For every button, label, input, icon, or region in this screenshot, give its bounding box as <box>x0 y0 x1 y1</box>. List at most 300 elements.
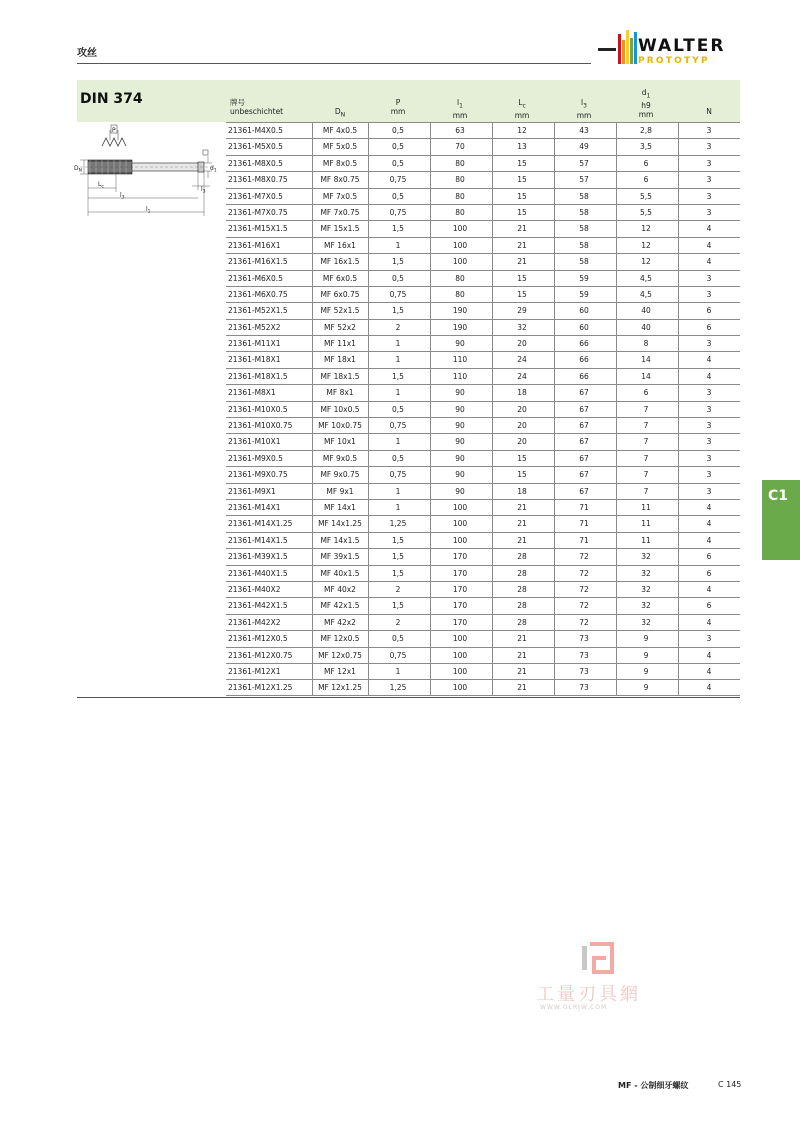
cell-pitch: 2 <box>395 584 401 594</box>
cell-thread-length: 21 <box>517 240 527 250</box>
cell-thread-length: 21 <box>517 666 527 676</box>
cell-shank-diameter: 7 <box>643 486 649 496</box>
cell-pitch: 2 <box>395 617 401 627</box>
cell-thread-length: 15 <box>517 470 527 480</box>
table-row <box>226 647 740 663</box>
header-d1-unit: mm <box>638 109 654 119</box>
table-row <box>226 368 740 384</box>
table-row <box>226 237 740 253</box>
cell-thread-size: MF 6x0.75 <box>320 289 360 299</box>
cell-shank-diameter: 7 <box>643 453 649 463</box>
cell-shank-diameter: 9 <box>643 634 649 644</box>
cell-pitch: 0,75 <box>389 470 407 480</box>
cell-shank-diameter: 7 <box>643 421 649 431</box>
cell-total-length: 100 <box>452 240 468 250</box>
cell-pitch: 2 <box>395 322 401 332</box>
cell-neck-length: 73 <box>579 683 589 693</box>
drawing-label-d1-sub: 1 <box>213 168 217 174</box>
drawing-label-l3-sub: 3 <box>121 195 125 201</box>
cell-neck-length: 59 <box>579 289 589 299</box>
cell-thread-size: MF 18x1.5 <box>320 371 360 381</box>
cell-article-no: 21361-M8X0.75 <box>228 175 288 185</box>
header-d1-sub: 1 <box>646 92 651 100</box>
cell-pitch: 0,5 <box>392 126 404 135</box>
drawing-label-l1-main: l <box>146 206 148 213</box>
cell-thread-length: 20 <box>517 404 527 414</box>
cell-total-length: 70 <box>455 142 465 152</box>
drawing-label-l3r-sub: 3 <box>202 189 206 195</box>
cell-article-no: 21361-M15X1.5 <box>228 224 288 234</box>
cell-neck-length: 58 <box>579 257 589 267</box>
cell-neck-length: 72 <box>579 568 589 578</box>
cell-thread-length: 15 <box>517 273 527 283</box>
cell-thread-size: MF 4x0.5 <box>322 126 358 135</box>
cell-neck-length: 71 <box>579 502 589 512</box>
header-article <box>230 98 310 116</box>
cell-pitch: 1 <box>395 437 401 447</box>
cell-thread-size: MF 14x1 <box>324 502 356 512</box>
cell-flute-count: 4 <box>706 617 712 627</box>
cell-pitch: 0,5 <box>392 453 404 463</box>
cell-thread-size: MF 18x1 <box>324 355 356 365</box>
table-row <box>226 138 740 154</box>
table-row <box>226 663 740 679</box>
cell-pitch: 0,75 <box>389 175 407 185</box>
cell-shank-diameter: 9 <box>643 650 649 660</box>
cell-flute-count: 3 <box>706 339 712 349</box>
cell-flute-count: 4 <box>706 224 712 234</box>
table-row <box>226 351 740 367</box>
logo-line <box>598 48 616 51</box>
table-row <box>226 401 740 417</box>
cell-shank-diameter: 7 <box>643 437 649 447</box>
cell-pitch: 1,5 <box>392 306 404 316</box>
cell-shank-diameter: 11 <box>641 535 651 545</box>
cell-neck-length: 58 <box>579 207 589 217</box>
table-row <box>226 581 740 597</box>
header-n-label: N <box>706 107 712 116</box>
cell-total-length: 110 <box>452 371 468 381</box>
cell-pitch: 0,75 <box>389 650 407 660</box>
header-lc-sub: c <box>522 102 526 110</box>
cell-total-length: 90 <box>455 421 465 431</box>
cell-shank-diameter: 8 <box>643 339 649 349</box>
cell-pitch: 0,5 <box>392 158 404 168</box>
cell-thread-size: MF 40x1.5 <box>320 568 360 578</box>
cell-thread-size: MF 16x1 <box>324 240 356 250</box>
cell-thread-size: MF 12x0.75 <box>318 650 362 660</box>
cell-pitch: 1 <box>395 486 401 496</box>
cell-total-length: 170 <box>452 601 468 611</box>
cell-neck-length: 67 <box>579 404 589 414</box>
cell-article-no: 21361-M16X1 <box>228 240 281 250</box>
cell-neck-length: 60 <box>579 306 589 316</box>
cell-total-length: 80 <box>455 175 465 185</box>
cell-flute-count: 3 <box>706 158 712 168</box>
cell-flute-count: 6 <box>706 552 712 562</box>
tap-data-table <box>226 122 740 696</box>
drawing-label-l1-sub: 1 <box>147 209 151 215</box>
cell-thread-length: 13 <box>517 142 527 152</box>
table-row <box>226 188 740 204</box>
cell-thread-length: 29 <box>517 306 527 316</box>
cell-thread-size: MF 12x0.5 <box>320 634 360 644</box>
cell-thread-size: MF 40x2 <box>324 584 356 594</box>
footer-title: MF - 公制细牙螺纹 <box>618 1081 689 1090</box>
cell-shank-diameter: 9 <box>643 666 649 676</box>
cell-thread-size: MF 14x1.25 <box>318 519 362 529</box>
cell-total-length: 100 <box>452 502 468 512</box>
drawing-label-l3-right <box>201 186 206 195</box>
cell-thread-size: MF 15x1.5 <box>320 224 360 234</box>
logo-bar-orange <box>622 40 625 64</box>
header-dn <box>312 107 368 120</box>
table-row <box>226 597 740 613</box>
cell-thread-size: MF 39x1.5 <box>320 552 360 562</box>
cell-total-length: 170 <box>452 552 468 562</box>
cell-shank-diameter: 11 <box>641 519 651 529</box>
cell-flute-count: 3 <box>706 453 712 463</box>
cell-neck-length: 58 <box>579 240 589 250</box>
watermark <box>536 940 676 1020</box>
table-row <box>226 630 740 646</box>
drawing-label-dn <box>74 165 82 174</box>
header-l1-unit: mm <box>452 110 468 120</box>
cell-flute-count: 4 <box>706 240 712 250</box>
cell-article-no: 21361-M52X2 <box>228 322 281 332</box>
cell-article-no: 21361-M16X1.5 <box>228 257 288 267</box>
cell-total-length: 90 <box>455 470 465 480</box>
cell-pitch: 1 <box>395 666 401 676</box>
tap-drawing <box>72 120 222 220</box>
cell-flute-count: 3 <box>706 388 712 398</box>
cell-shank-diameter: 5,5 <box>640 191 652 201</box>
header-lc-label: L <box>518 98 523 107</box>
cell-total-length: 63 <box>455 126 465 135</box>
cell-thread-length: 15 <box>517 175 527 185</box>
cell-total-length: 100 <box>452 634 468 644</box>
cell-flute-count: 3 <box>706 175 712 185</box>
cell-pitch: 0,5 <box>392 634 404 644</box>
cell-neck-length: 58 <box>579 224 589 234</box>
cell-thread-length: 21 <box>517 519 527 529</box>
cell-article-no: 21361-M9X0.75 <box>228 470 288 480</box>
cell-pitch: 0,75 <box>389 421 407 431</box>
cell-neck-length: 58 <box>579 191 589 201</box>
cell-thread-length: 21 <box>517 224 527 234</box>
cell-neck-length: 72 <box>579 601 589 611</box>
cell-article-no: 21361-M12X1 <box>228 666 281 676</box>
cell-flute-count: 3 <box>706 142 712 152</box>
cell-article-no: 21361-M9X1 <box>228 486 276 496</box>
cell-shank-diameter: 6 <box>643 175 649 185</box>
cell-thread-length: 15 <box>517 207 527 217</box>
cell-flute-count: 6 <box>706 322 712 332</box>
cell-shank-diameter: 32 <box>641 568 651 578</box>
cell-neck-length: 66 <box>579 355 589 365</box>
table-row <box>226 253 740 269</box>
header-p <box>368 98 428 116</box>
cell-thread-length: 28 <box>517 617 527 627</box>
cell-shank-diameter: 11 <box>641 502 651 512</box>
header-lc <box>492 98 552 120</box>
drawing-label-d1-main: d <box>210 165 214 172</box>
cell-pitch: 1,5 <box>392 224 404 234</box>
cell-shank-diameter: 6 <box>643 388 649 398</box>
cell-pitch: 0,5 <box>392 404 404 414</box>
cell-total-length: 170 <box>452 568 468 578</box>
cell-article-no: 21361-M8X0.5 <box>228 158 283 168</box>
cell-flute-count: 3 <box>706 207 712 217</box>
cell-pitch: 0,5 <box>392 142 404 152</box>
table-row <box>226 532 740 548</box>
cell-neck-length: 67 <box>579 437 589 447</box>
cell-flute-count: 4 <box>706 666 712 676</box>
cell-shank-diameter: 14 <box>641 371 651 381</box>
drawing-label-dn-sub: N <box>78 168 82 174</box>
header-article-de: unbeschichtet <box>230 107 284 116</box>
cell-article-no: 21361-M14X1.5 <box>228 535 288 545</box>
table-row <box>226 433 740 449</box>
cell-flute-count: 4 <box>706 502 712 512</box>
cell-total-length: 100 <box>452 519 468 529</box>
cell-total-length: 90 <box>455 339 465 349</box>
cell-neck-length: 57 <box>579 175 589 185</box>
cell-thread-size: MF 9x0.75 <box>320 470 360 480</box>
thread-profile-detail <box>102 125 126 146</box>
cell-article-no: 21361-M14X1.25 <box>228 519 293 529</box>
cell-flute-count: 3 <box>706 634 712 644</box>
cell-neck-length: 67 <box>579 470 589 480</box>
cell-thread-size: MF 7x0.5 <box>322 191 358 201</box>
cell-neck-length: 67 <box>579 421 589 431</box>
cell-thread-size: MF 8x0.75 <box>320 175 360 185</box>
header-p-label: P <box>395 98 401 107</box>
cell-pitch: 1,5 <box>392 568 404 578</box>
header-dn-sub: N <box>340 111 346 119</box>
cell-thread-size: MF 16x1.5 <box>320 257 360 267</box>
cell-total-length: 190 <box>452 322 468 332</box>
cell-article-no: 21361-M6X0.5 <box>228 273 283 283</box>
cell-article-no: 21361-M39X1.5 <box>228 552 288 562</box>
watermark-logo-icon <box>580 942 616 974</box>
cell-article-no: 21361-M11X1 <box>228 339 281 349</box>
cell-total-length: 190 <box>452 306 468 316</box>
cell-total-length: 100 <box>452 650 468 660</box>
page-number: C 145 <box>718 1080 742 1089</box>
table-row <box>226 335 740 351</box>
cell-neck-length: 73 <box>579 666 589 676</box>
cell-shank-diameter: 7 <box>643 470 649 480</box>
cell-total-length: 90 <box>455 453 465 463</box>
cell-thread-length: 21 <box>517 257 527 267</box>
drawing-label-lc-sub: c <box>101 184 104 190</box>
cell-total-length: 80 <box>455 207 465 217</box>
cell-total-length: 170 <box>452 617 468 627</box>
cell-flute-count: 3 <box>706 470 712 480</box>
drawing-label-l3r-main: l <box>201 186 203 193</box>
cell-pitch: 1,5 <box>392 535 404 545</box>
cell-article-no: 21361-M40X2 <box>228 584 281 594</box>
cell-thread-size: MF 12x1.25 <box>318 683 362 693</box>
cell-total-length: 80 <box>455 158 465 168</box>
cell-shank-diameter: 4,5 <box>640 273 652 283</box>
cell-total-length: 90 <box>455 486 465 496</box>
cell-neck-length: 73 <box>579 634 589 644</box>
header-article-cn: 牌号 <box>230 98 245 107</box>
cell-flute-count: 3 <box>706 289 712 299</box>
cell-article-no: 21361-M12X1.25 <box>228 683 293 693</box>
cell-article-no: 21361-M5X0.5 <box>228 142 283 152</box>
cell-thread-length: 15 <box>517 158 527 168</box>
cell-thread-length: 12 <box>517 126 527 135</box>
header-l1 <box>430 98 490 120</box>
cell-article-no: 21361-M18X1 <box>228 355 281 365</box>
cell-thread-length: 21 <box>517 650 527 660</box>
cell-thread-length: 24 <box>517 371 527 381</box>
logo-bar-red <box>618 34 621 64</box>
logo-bar-green <box>630 38 633 64</box>
cell-thread-size: MF 42x1.5 <box>320 601 360 611</box>
cell-neck-length: 67 <box>579 486 589 496</box>
cell-thread-length: 20 <box>517 437 527 447</box>
cell-thread-length: 21 <box>517 683 527 693</box>
cell-neck-length: 71 <box>579 535 589 545</box>
header-d1-tolerance: h9 <box>641 100 651 110</box>
table-row <box>226 679 740 695</box>
table-row <box>226 155 740 171</box>
drawing-label-p: P <box>112 127 116 134</box>
table-row <box>226 466 740 482</box>
drawing-label-lc-main: L <box>98 181 102 188</box>
cell-article-no: 21361-M9X0.5 <box>228 453 283 463</box>
cell-pitch: 1,25 <box>389 519 407 529</box>
cell-article-no: 21361-M7X0.5 <box>228 191 283 201</box>
cell-neck-length: 57 <box>579 158 589 168</box>
table-row <box>226 171 740 187</box>
cell-total-length: 80 <box>455 289 465 299</box>
drawing-label-l1 <box>146 206 151 215</box>
cell-flute-count: 4 <box>706 519 712 529</box>
cell-flute-count: 3 <box>706 486 712 496</box>
cell-total-length: 100 <box>452 666 468 676</box>
cell-total-length: 100 <box>452 683 468 693</box>
cell-neck-length: 72 <box>579 584 589 594</box>
cell-thread-size: MF 10x0.5 <box>320 404 360 414</box>
cell-shank-diameter: 12 <box>641 224 651 234</box>
cell-shank-diameter: 6 <box>643 158 649 168</box>
drawing-label-dn-main: D <box>74 165 79 172</box>
cell-thread-size: MF 5x0.5 <box>322 142 358 152</box>
chapter-tab-label: C1 <box>768 488 789 504</box>
cell-thread-size: MF 9x0.5 <box>322 453 358 463</box>
walter-logo <box>598 30 740 70</box>
header-d1-label: d <box>641 88 647 97</box>
header-l3-unit: mm <box>576 110 592 120</box>
cell-thread-length: 15 <box>517 453 527 463</box>
cell-thread-size: MF 52x2 <box>324 322 356 332</box>
cell-article-no: 21361-M12X0.5 <box>228 634 288 644</box>
cell-total-length: 90 <box>455 404 465 414</box>
cell-flute-count: 3 <box>706 421 712 431</box>
cell-pitch: 1 <box>395 355 401 365</box>
table-row <box>226 614 740 630</box>
cell-pitch: 1 <box>395 502 401 512</box>
table-row <box>226 122 740 138</box>
cell-thread-size: MF 52x1.5 <box>320 306 360 316</box>
cell-neck-length: 67 <box>579 388 589 398</box>
cell-shank-diameter: 12 <box>641 240 651 250</box>
header-l1-label: l <box>457 98 460 107</box>
cell-flute-count: 4 <box>706 650 712 660</box>
cell-shank-diameter: 9 <box>643 683 649 693</box>
table-row <box>226 565 740 581</box>
cell-neck-length: 67 <box>579 453 589 463</box>
cell-article-no: 21361-M8X1 <box>228 388 276 398</box>
cell-shank-diameter: 32 <box>641 552 651 562</box>
tap-body <box>80 160 214 174</box>
cell-neck-length: 66 <box>579 339 589 349</box>
table-row <box>226 204 740 220</box>
logo-bars <box>598 30 638 70</box>
cell-shank-diameter: 14 <box>641 355 651 365</box>
table-row <box>226 220 740 236</box>
cell-total-length: 80 <box>455 191 465 201</box>
cell-neck-length: 66 <box>579 371 589 381</box>
chapter-tab[interactable] <box>762 480 800 560</box>
header-l3-label: l <box>581 98 584 107</box>
cell-flute-count: 4 <box>706 584 712 594</box>
cell-shank-diameter: 12 <box>641 257 651 267</box>
cell-thread-length: 21 <box>517 535 527 545</box>
cell-pitch: 1,5 <box>392 371 404 381</box>
table-row <box>226 499 740 515</box>
header-p-unit: mm <box>390 107 406 116</box>
cell-pitch: 1 <box>395 388 401 398</box>
header-l3-sub: 3 <box>583 102 587 110</box>
watermark-url: WWW.GLRJW.COM <box>540 1004 608 1011</box>
cell-neck-length: 72 <box>579 617 589 627</box>
cell-flute-count: 3 <box>706 191 712 201</box>
drawing-label-l3 <box>120 192 125 201</box>
cell-pitch: 1,25 <box>389 683 407 693</box>
cell-thread-length: 28 <box>517 568 527 578</box>
cell-pitch: 0,5 <box>392 191 404 201</box>
cell-neck-length: 49 <box>579 142 589 152</box>
cell-thread-length: 18 <box>517 486 527 496</box>
cell-shank-diameter: 2,8 <box>640 126 652 135</box>
cell-flute-count: 3 <box>706 273 712 283</box>
cell-neck-length: 60 <box>579 322 589 332</box>
cell-flute-count: 4 <box>706 257 712 267</box>
table-row <box>226 302 740 318</box>
cell-thread-length: 20 <box>517 339 527 349</box>
cell-pitch: 0,75 <box>389 289 407 299</box>
cell-shank-diameter: 4,5 <box>640 289 652 299</box>
table-row <box>226 384 740 400</box>
cell-total-length: 110 <box>452 355 468 365</box>
table-row <box>226 319 740 335</box>
drawing-label-l3-main: l <box>120 192 122 199</box>
cell-article-no: 21361-M14X1 <box>228 502 281 512</box>
table-row <box>226 483 740 499</box>
logo-bar-yellow <box>626 30 629 64</box>
cell-article-no: 21361-M7X0.75 <box>228 207 288 217</box>
watermark-text: 工量刃具網 <box>536 984 641 1005</box>
cell-article-no: 21361-M18X1.5 <box>228 371 288 381</box>
logo-word: WALTER <box>638 36 726 56</box>
cell-flute-count: 4 <box>706 371 712 381</box>
